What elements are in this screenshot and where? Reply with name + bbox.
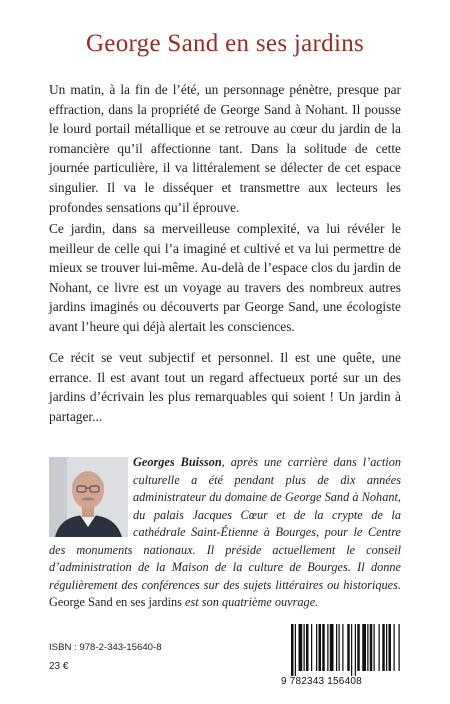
book-title: George Sand en ses jardins [85,30,365,57]
barcode-bar [389,624,392,671]
barcode-bar [316,624,317,671]
barcode-bar [382,624,385,671]
barcode-bar [330,624,334,671]
barcode-bar [295,624,296,676]
barcode-bar [336,624,337,671]
barcode-digits: 9 782343 156408 [281,676,362,687]
barcode-bar [370,624,373,671]
barcode-bar [394,624,395,671]
author-bio-end: est son quatrième ouvrage. [185,595,319,609]
barcode-bar [347,624,350,671]
author-name: Georges Buisson [133,455,222,469]
summary-paragraph-3: Ce récit se veut subjectif et personnel. Il est une quête, une errance. Il est avant tout un regard affectueux porté sur un des jardins d’écrivain les plus remarquables qui soient ! Un jardin à partager... [49,350,401,424]
barcode [281,624,405,690]
barcode-bar [379,624,380,671]
isbn: ISBN : 978-2-343-15640-8 [49,642,162,653]
barcode-bar [362,624,366,671]
price: 23 € [49,661,69,672]
barcode-bar [306,624,309,671]
author-bio-text: , après une carrière dans l’action culturelle a été pendant plus de dix années administrateur du domaine de George Sand à Nohant, du palais Jacques Cœur et de la crypte de la cathédrale Saint-Étienne à Bourges, pour le Centre des monuments nationaux. Il préside actuellement le conseil d’administration de la Maison de la culture de Bourges. Il donne régulièrement des conférences sur des sujets littéraires ou historiques. [49,455,401,592]
barcode-bar [319,624,322,671]
barcode-bar [291,624,294,676]
barcode-bar [342,624,343,671]
barcode-bar [322,624,325,671]
barcode-bar [374,624,375,671]
barcode-bar [299,624,303,671]
bio-book-title: George Sand en ses jardins [49,595,186,609]
author-biography [49,454,401,612]
barcode-bar [351,624,352,676]
barcode-bar [357,624,360,671]
barcode-bar [339,624,340,671]
summary-paragraph-1: Un matin, à la fin de l’été, un personnage pénètre, presque par effraction, dans la propriété de George Sand à Nohant. Il pousse le lourd portail métallique et se retrouve au cœur du jardin de la romancière qu’il affectionne tant. Dans la solitude de cette journée particulière, il va littéralement se délecter de cet espace singulier. Il va le disséquer et transmettre aux lecteurs les profondes sensations qu’il éprouve. [49,82,401,215]
summary-paragraph-2: Ce jardin, dans sa merveilleuse complexité, va lui révéler le meilleur de celle qui l’a imaginé et cultivé et va lui permettre de mieux se trouver lui-même. Au-delà de l’espace clos du jardin de Nohant, ce livre est un voyage au travers des nombreux autres jardins imaginés ou découverts par George Sand, une écologiste avant l’heure qui déjà alertait les consciences. [49,221,401,334]
barcode-bar [367,624,368,671]
barcode-bar [355,624,356,676]
barcode-bar [386,624,387,671]
barcode-bar [327,624,328,671]
barcode-bar [311,624,312,671]
barcode-bar [399,624,400,671]
barcode-bars [281,624,405,676]
barcode-bar [304,624,305,671]
